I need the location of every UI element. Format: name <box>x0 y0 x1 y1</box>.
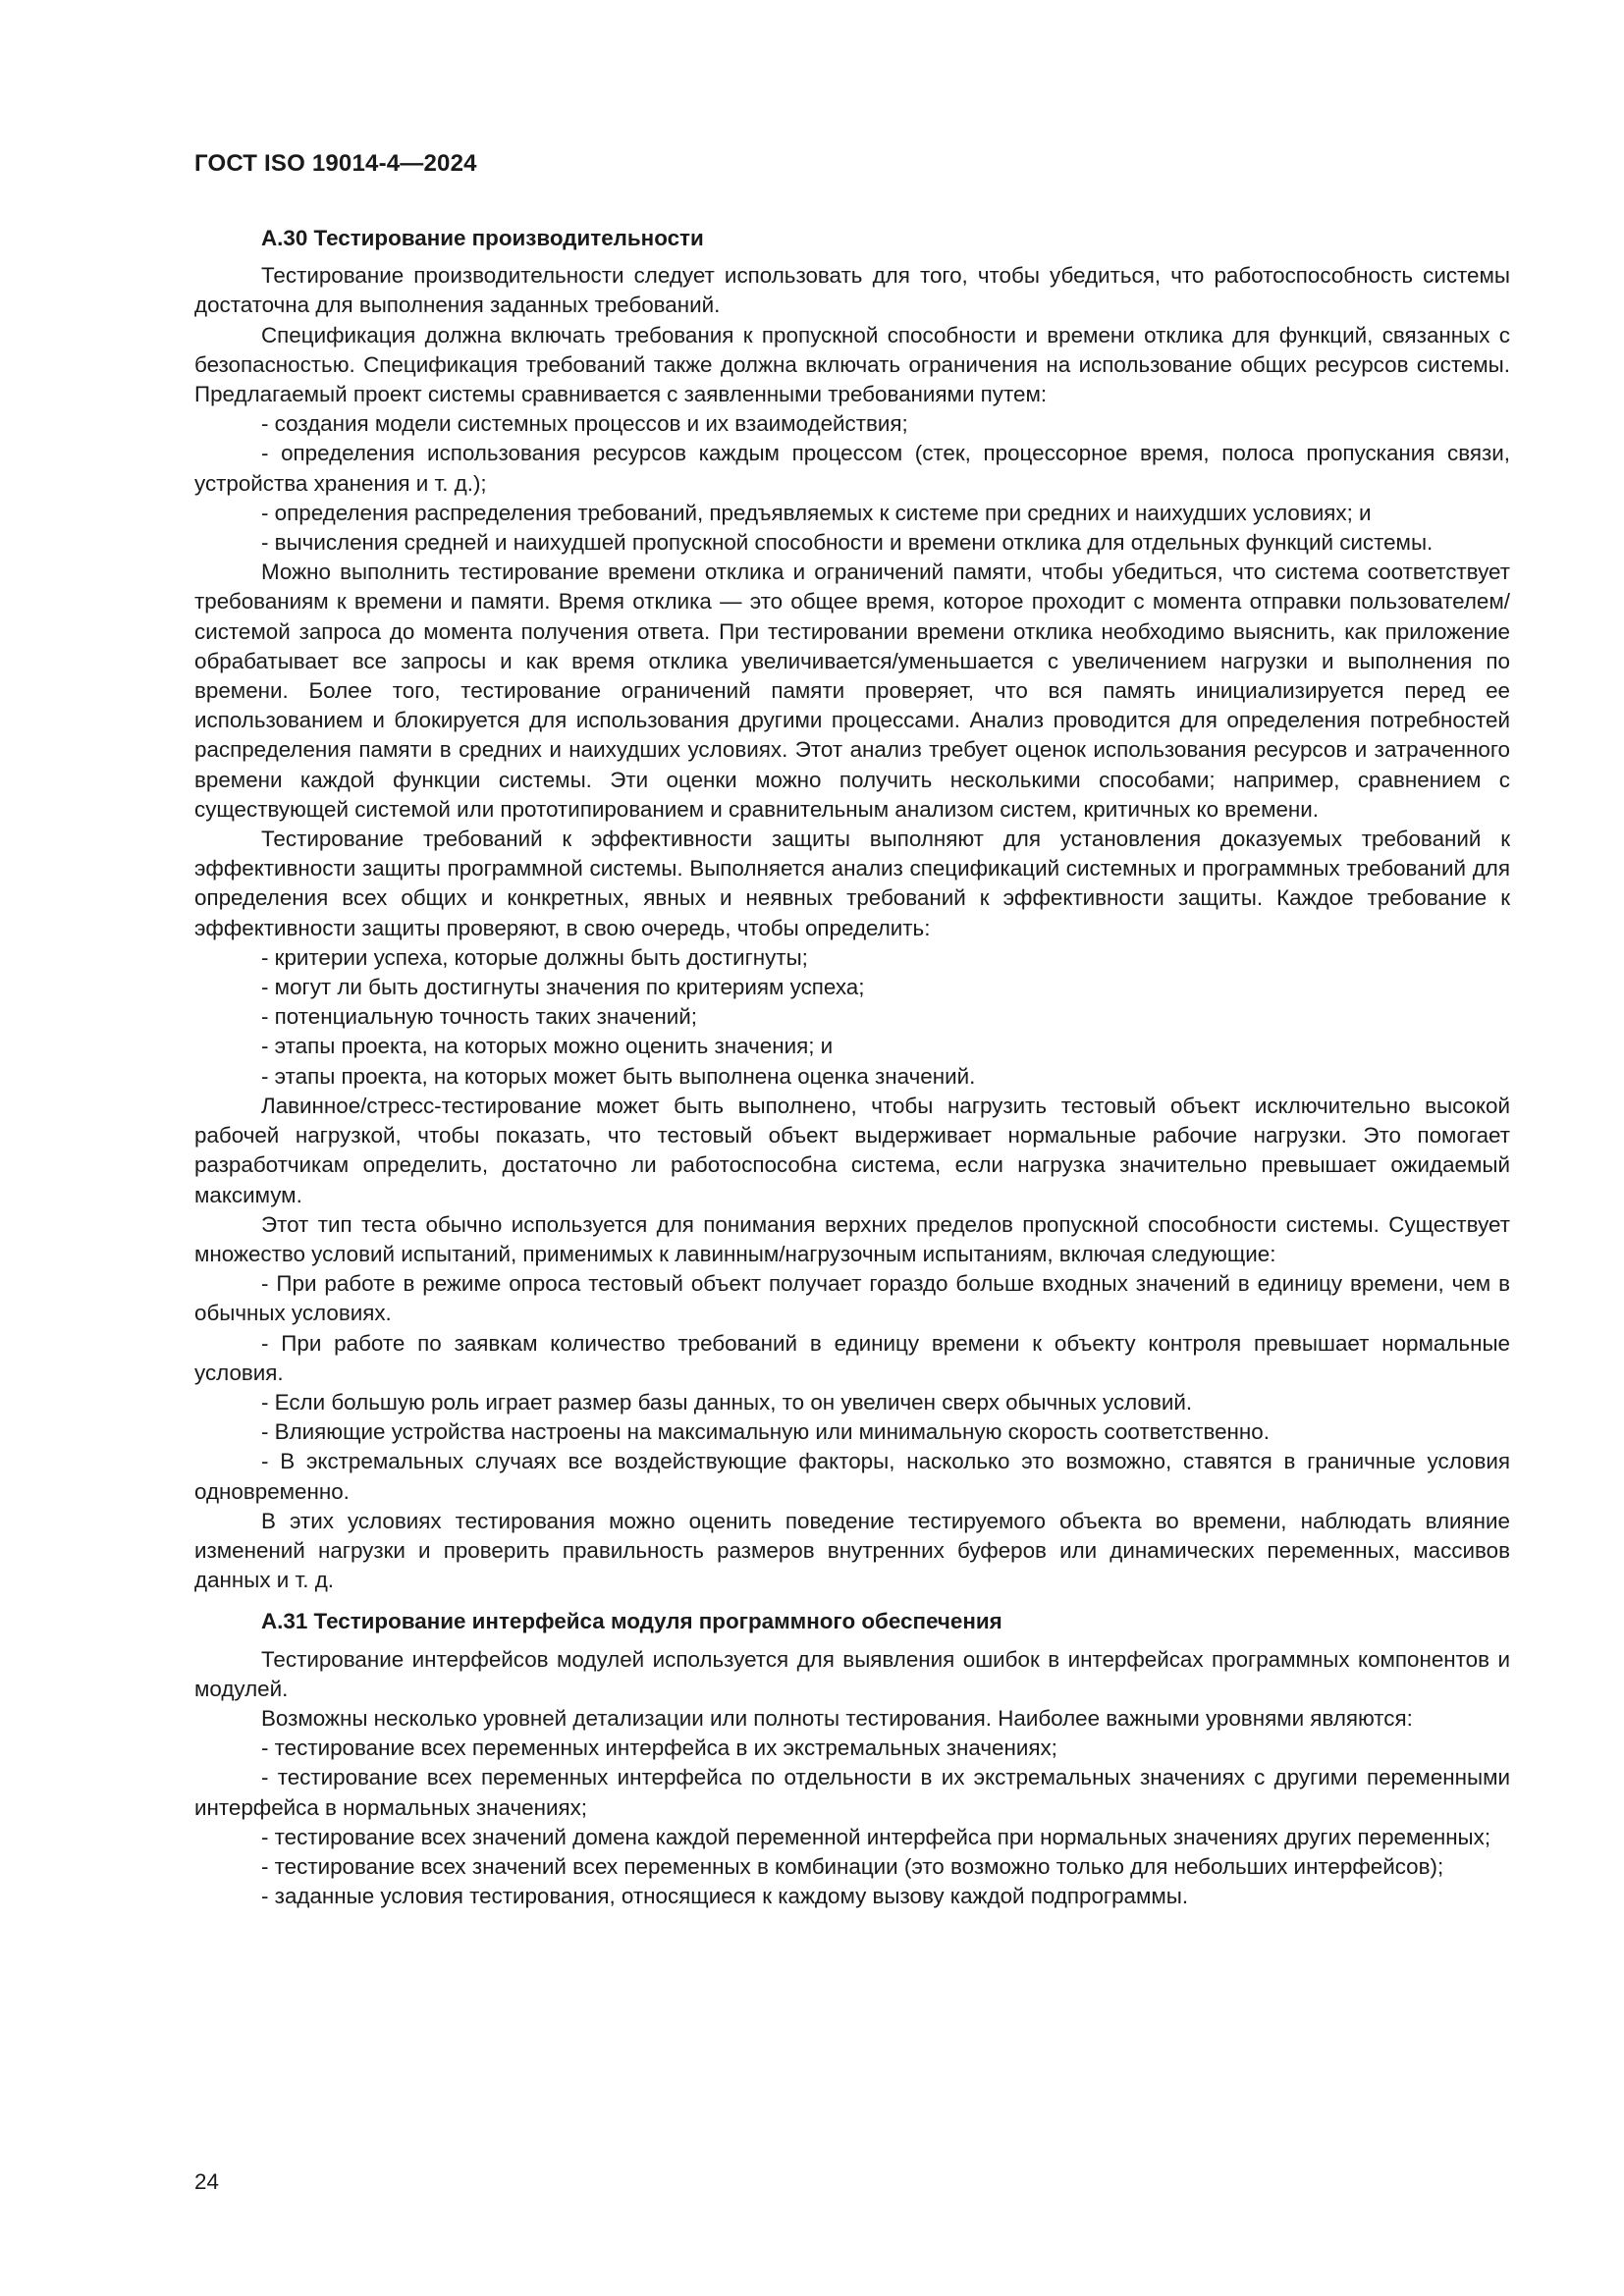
list-item: - этапы проекта, на которых можно оценить значения; и <box>261 1034 834 1059</box>
paragraph: Можно выполнить тестирование времени отклика и ограничений памяти, чтобы убедиться, что система соответствует требованиям к времени и памяти. Время отклика — это общее время, которое проходит с момента отправки пользователем/системой запроса до момента получения ответа. При тестировании времени отклика необходимо выяснить, как приложение обрабатывает все запросы и как время отклика увеличивается/уменьшается с увеличением нагрузки и выполнения по времени. Более того, тестирование ограничений памяти проверяет, что вся память инициализируется перед ее использованием и блокируется для использования другими процессами. Анализ проводится для определения потребностей распределения памяти в средних и наихудших условиях. Этот анализ требует оценок использования ресурсов и затраченного времени каждой функции системы. Эти оценки можно получить несколькими способами; например, сравнением с существующей системой или прототипированием и сравнительным анализом систем, критичных ко времени. <box>194 560 1510 822</box>
document-id-header: ГОСТ ISO 19014-4—2024 <box>194 150 477 177</box>
list-item: - тестирование всех значений домена каждой переменной интерфейса при нормальных значениях других переменных; <box>261 1824 1491 1849</box>
list-item: - тестирование всех переменных интерфейса в их экстремальных значениях; <box>261 1735 1057 1761</box>
paragraph: Возможны несколько уровней детализации или полноты тестирования. Наиболее важными уровнями являются: <box>261 1705 1413 1731</box>
list-item: - тестирование всех переменных интерфейса по отдельности в их экстремальных значениях с другими переменными интерфейса в нормальных значениях; <box>194 1765 1510 1820</box>
list-item: - В экстремальных случаях все воздействующие факторы, насколько это возможно, ставятся в граничные условия одновременно. <box>194 1449 1510 1504</box>
section-title-a31: A.31 Тестирование интерфейса модуля программного обеспечения <box>261 1609 1002 1634</box>
document-body <box>194 224 1510 1911</box>
list-item: - заданные условия тестирования, относящиеся к каждому вызову каждой подпрограммы. <box>261 1884 1189 1909</box>
paragraph: Этот тип теста обычно используется для понимания верхних пределов пропускной способности системы. Существует множество условий испытаний, применимых к лавинным/нагрузочным испытаниям, включая следующие: <box>194 1211 1510 1266</box>
document-page <box>194 0 1510 2296</box>
list-item: - определения использования ресурсов каждым процессом (стек, процессорное время, полоса пропускания связи, устройства хранения и т. д.); <box>194 441 1510 496</box>
list-item: - этапы проекта, на которых может быть выполнена оценка значений. <box>261 1063 976 1089</box>
list-item: - определения распределения требований, предъявляемых к системе при средних и наихудших условиях; и <box>261 500 1372 525</box>
section-title-a30: A.30 Тестирование производительности <box>261 226 704 250</box>
page-number: 24 <box>194 2169 219 2194</box>
paragraph: Лавинное/стресс-тестирование может быть выполнено, чтобы нагрузить тестовый объект исключительно высокой рабочей нагрузкой, чтобы показать, что тестовый объект выдерживает нормальные рабочие нагрузки. Это помогает разработчикам определить, достаточно ли работоспособна система, если нагрузка значительно превышает ожидаемый максимум. <box>194 1093 1510 1207</box>
list-item: - Влияющие устройства настроены на максимальную или минимальную скорость соответственно. <box>261 1419 1270 1445</box>
section-a30 <box>194 224 1510 1595</box>
paragraph: Тестирование производительности следует использовать для того, чтобы убедиться, что работоспособность системы достаточна для выполнения заданных требований. <box>194 263 1510 318</box>
list-item: - При работе в режиме опроса тестовый объект получает гораздо больше входных значений в единицу времени, чем в обычных условиях. <box>194 1271 1510 1326</box>
paragraph: Тестирование интерфейсов модулей используется для выявления ошибок в интерфейсах программных компонентов и модулей. <box>194 1646 1510 1701</box>
paragraph: Спецификация должна включать требования к пропускной способности и времени отклика для функций, связанных с безопасностью. Спецификация требований также должна включать ограничения на использование общих ресурсов системы. Предлагаемый проект системы сравнивается с заявленными требованиями путем: <box>194 322 1510 407</box>
paragraph: В этих условиях тестирования можно оценить поведение тестируемого объекта во времени, наблюдать влияние изменений нагрузки и проверить правильность размеров внутренних буферов или динамических переменных, массивов данных и т. д. <box>194 1508 1510 1593</box>
list-item: - создания модели системных процессов и их взаимодействия; <box>261 411 908 437</box>
list-item: - потенциальную точность таких значений; <box>261 1004 697 1030</box>
list-item: - При работе по заявкам количество требований в единицу времени к объекту контроля превышает нормальные условия. <box>194 1330 1510 1385</box>
list-item: - тестирование всех значений всех переменных в комбинации (это возможно только для небольших интерфейсов); <box>261 1853 1444 1879</box>
list-item: - Если большую роль играет размер базы данных, то он увеличен сверх обычных условий. <box>261 1389 1193 1415</box>
section-a31 <box>194 1607 1510 1911</box>
list-item: - критерии успеха, которые должны быть достигнуты; <box>261 944 808 970</box>
paragraph: Тестирование требований к эффективности защиты выполняют для установления доказуемых требований к эффективности защиты программной системы. Выполняется анализ спецификаций системных и программных требований для определения всех общих и конкретных, явных и неявных требований к эффективности защиты. Каждое требование к эффективности защиты проверяют, в свою очередь, чтобы определить: <box>194 827 1510 940</box>
list-item: - вычисления средней и наихудшей пропускной способности и времени отклика для отдельных функций системы. <box>261 530 1434 556</box>
list-item: - могут ли быть достигнуты значения по критериям успеха; <box>261 975 865 1000</box>
